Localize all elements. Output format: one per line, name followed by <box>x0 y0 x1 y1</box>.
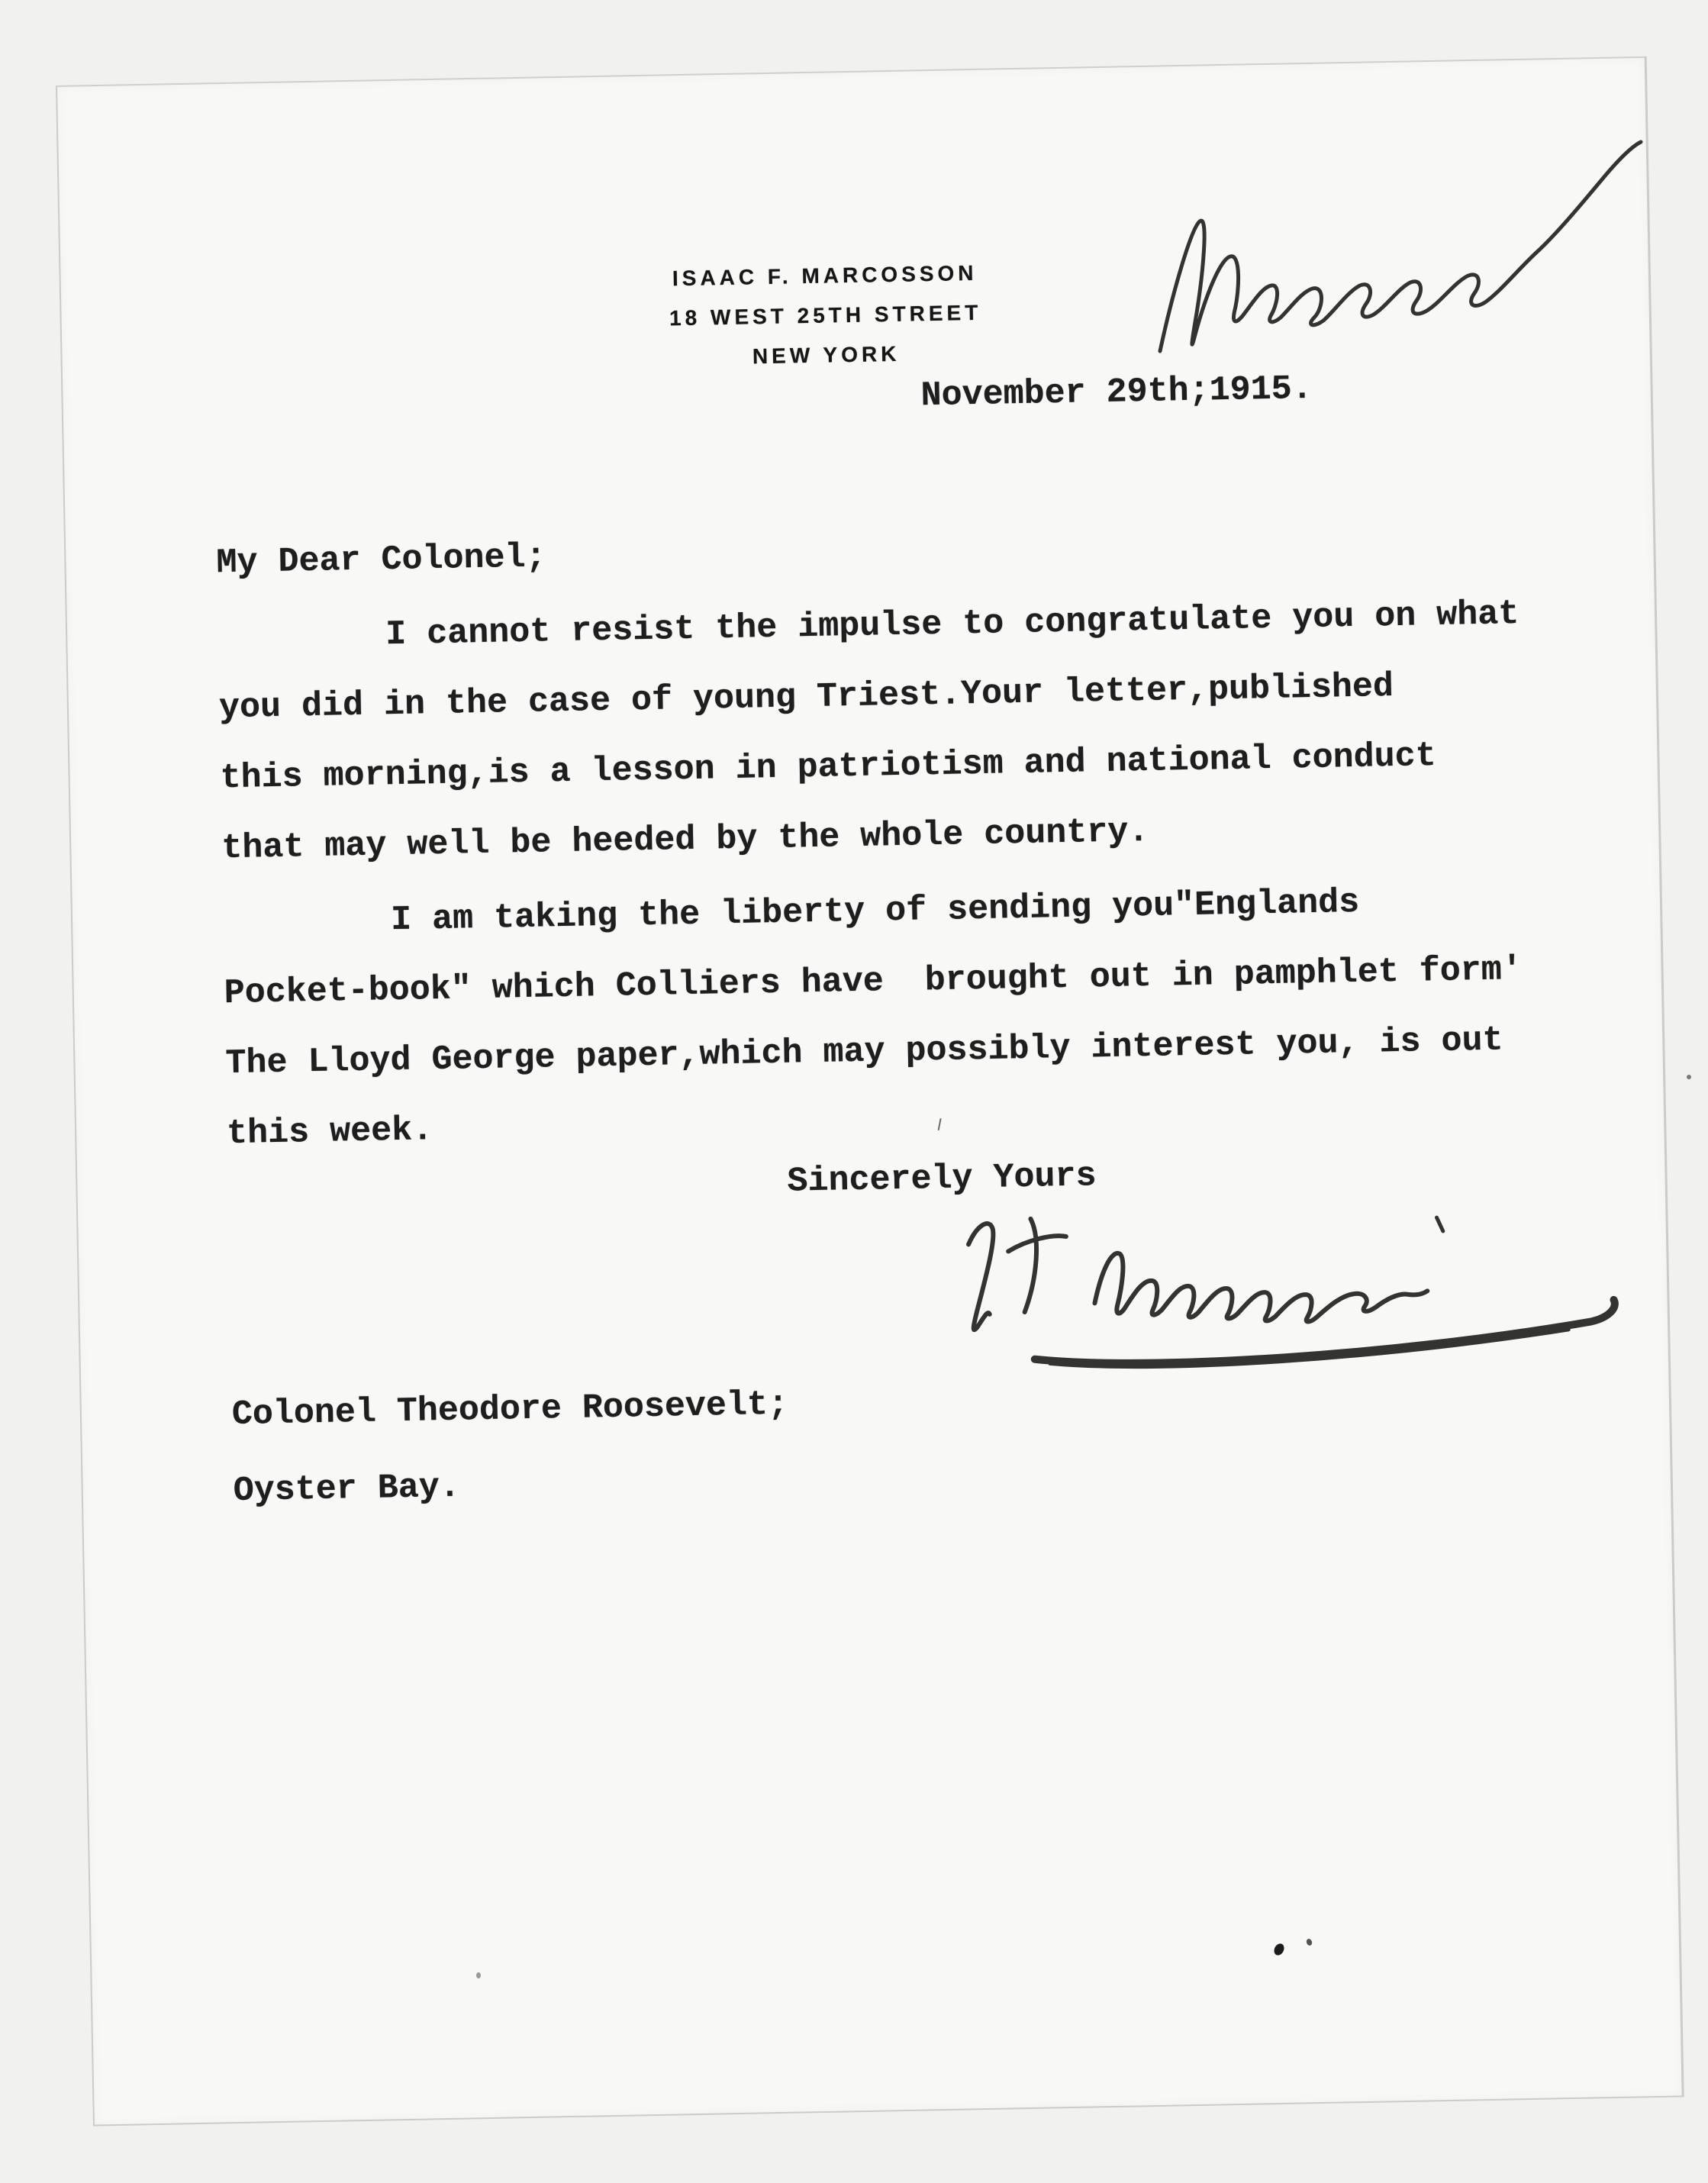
handwritten-annotation <box>1137 99 1687 374</box>
body-line: this week. <box>226 1111 433 1154</box>
salutation: My Dear Colonel; <box>216 537 546 583</box>
closing: Sincerely Yours <box>787 1156 1097 1201</box>
ink-speck <box>476 1972 481 1978</box>
letterhead <box>618 253 1033 379</box>
ink-speck <box>1687 1075 1691 1079</box>
body-line: this morning,is a lesson in patriotism and national conduct <box>220 737 1437 798</box>
body-line: that may well be heeded by the whole country. <box>221 811 1149 869</box>
body-line: Pocket-book" which Colliers have brought out in pamphlet form' <box>224 950 1523 1014</box>
body-line: The Lloyd George paper,which may possibly interest you, is out <box>225 1021 1503 1084</box>
body-line: I cannot resist the impulse to congratulate you on what <box>385 594 1519 655</box>
recipient-address: Oyster Bay. <box>233 1467 461 1511</box>
letterhead-address: 18 WEST 25TH STREET <box>669 300 982 331</box>
date-line: November 29th;1915. <box>920 369 1313 416</box>
body-line: I am taking the liberty of sending you"Englands <box>390 882 1360 940</box>
body-line: you did in the case of young Triest.Your letter,published <box>218 667 1394 728</box>
recipient-name: Colonel Theodore Roosevelt; <box>231 1385 789 1435</box>
handwritten-signature <box>902 1186 1653 1391</box>
letterhead-city: NEW YORK <box>752 341 901 369</box>
letterhead-name: ISAAC F. MARCOSSON <box>672 260 978 291</box>
stray-mark <box>938 1118 942 1130</box>
